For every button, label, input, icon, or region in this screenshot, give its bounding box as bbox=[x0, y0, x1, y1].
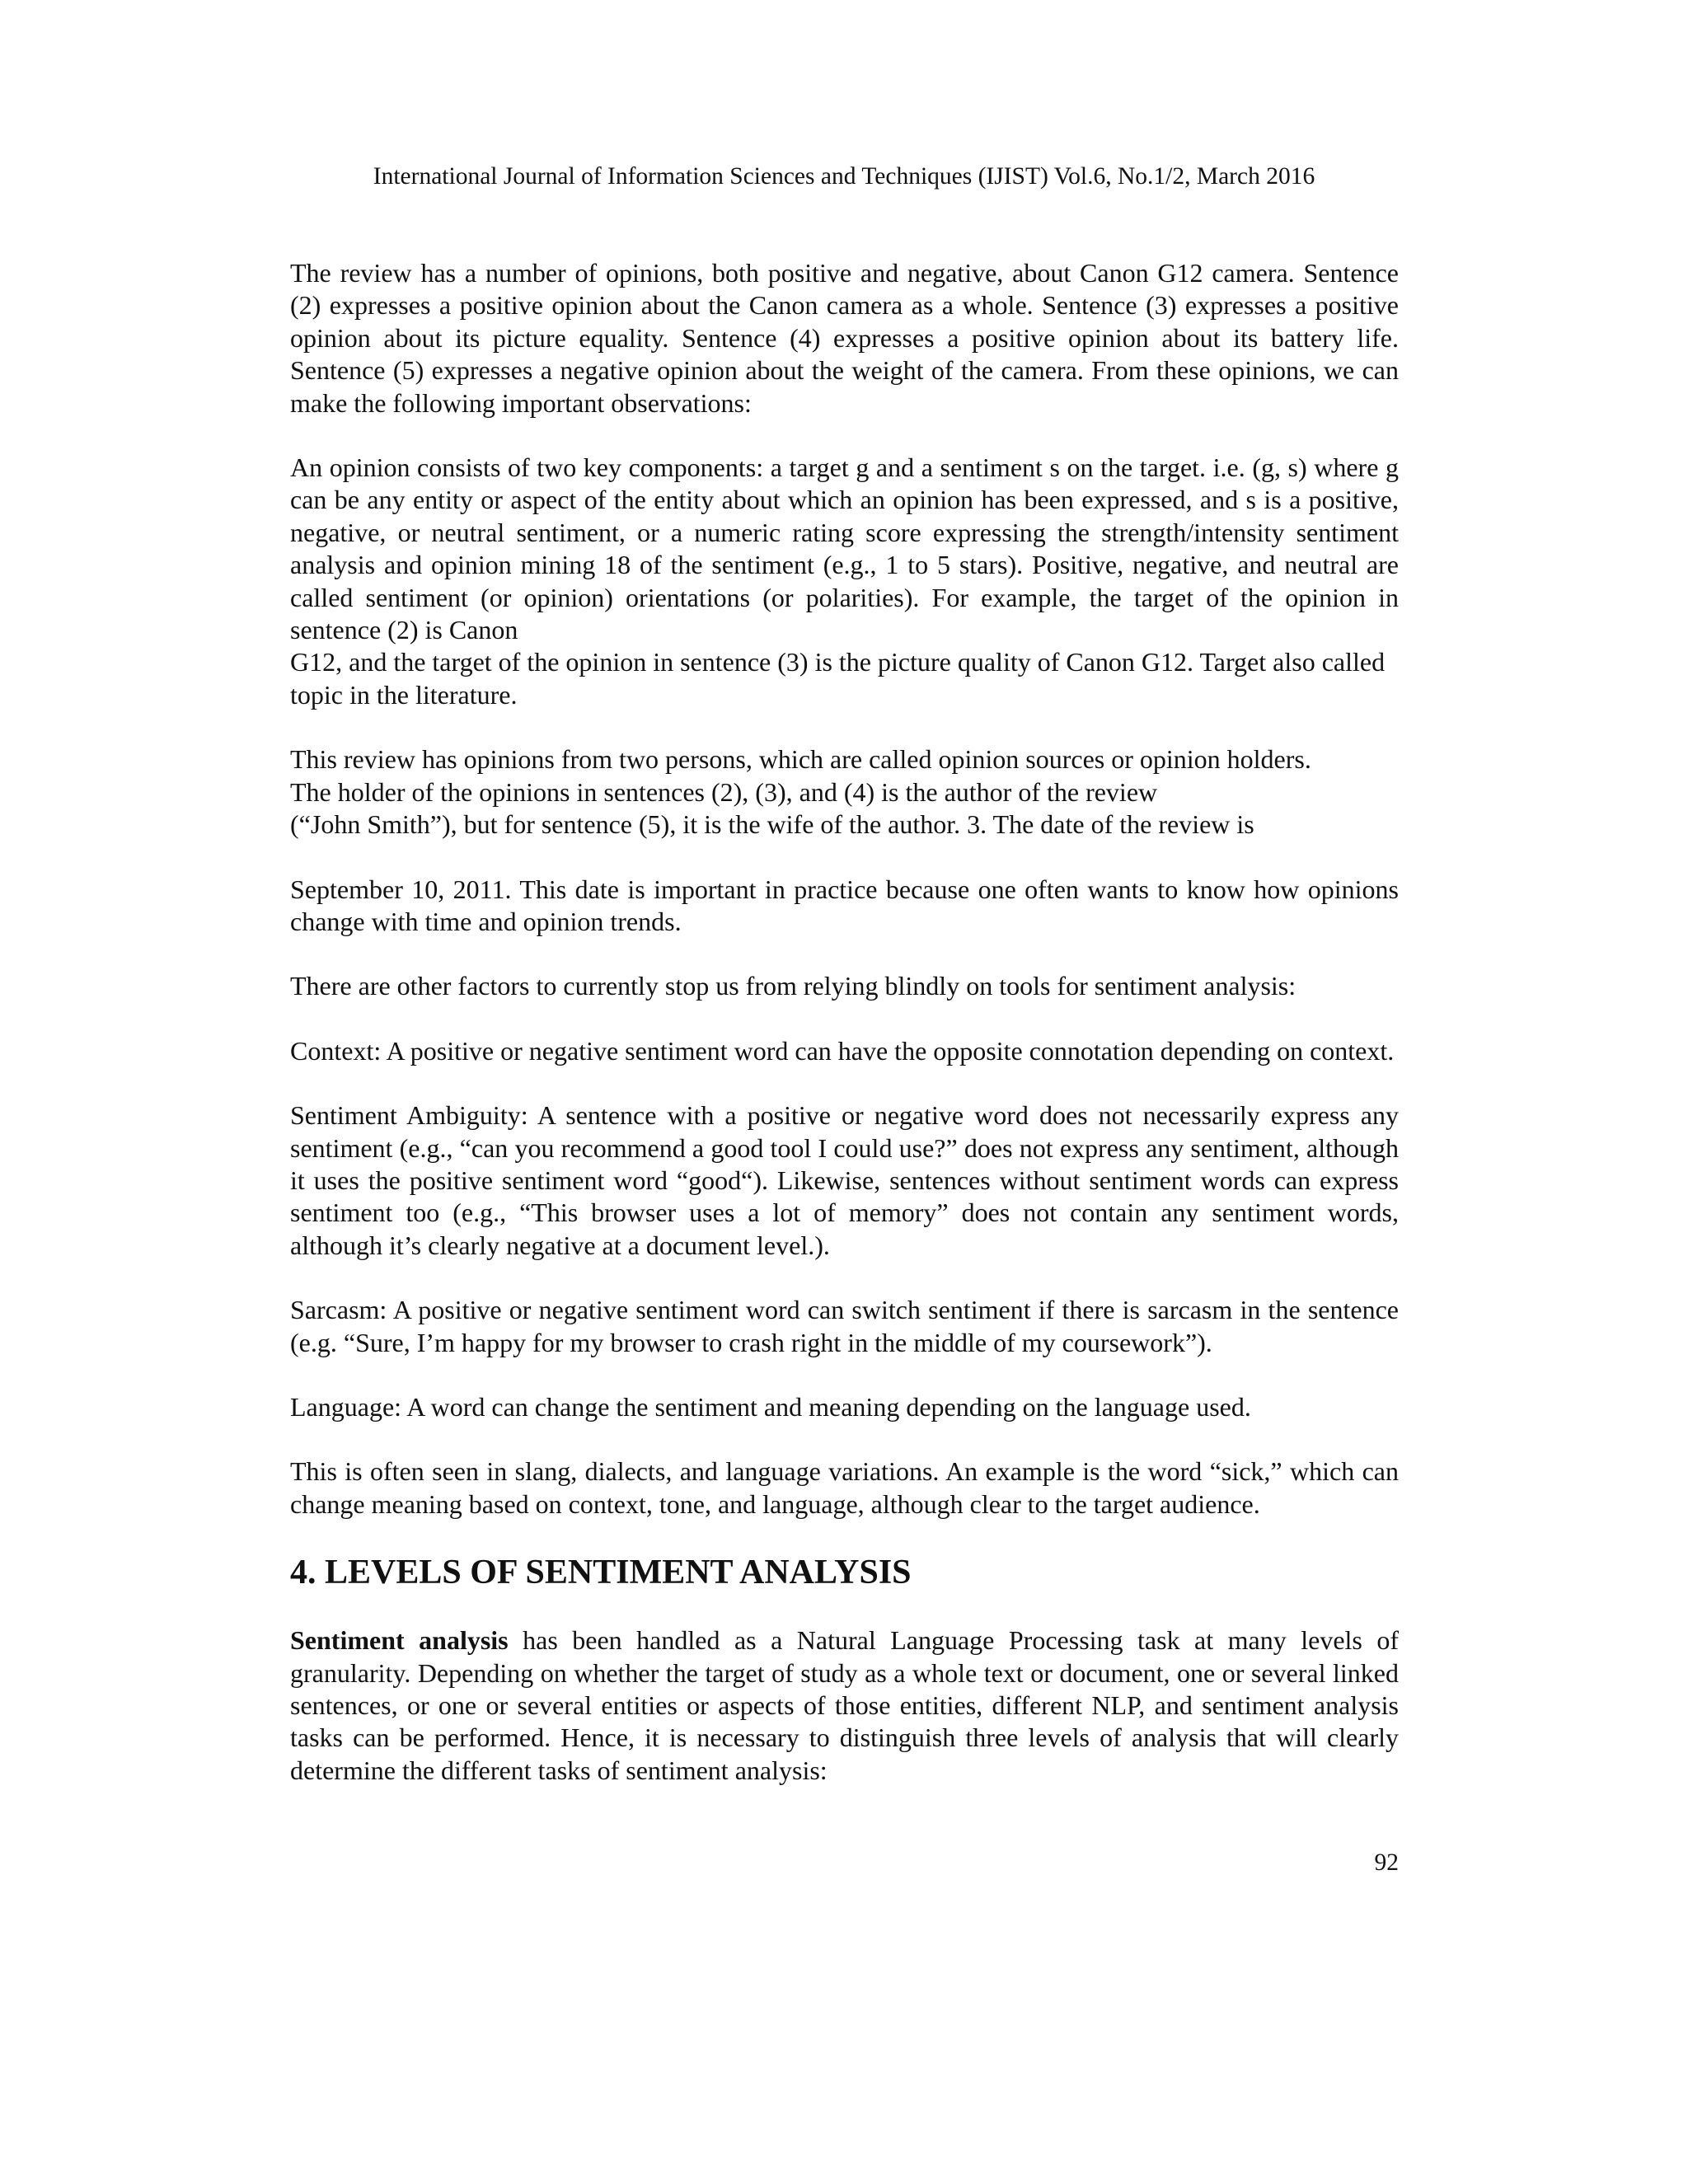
paragraph-language: Language: A word can change the sentiment and meaning depending on the language used. bbox=[290, 1391, 1251, 1422]
paragraph-other-factors: There are other factors to currently stop us from relying blindly on tools for sentiment analysis: bbox=[290, 971, 1296, 1001]
text-line: (“John Smith”), but for sentence (5), it is the wife of the author. 3. The date of the review is bbox=[290, 809, 1254, 840]
paragraph-sentiment-ambiguity: Sentiment Ambiguity: A sentence with a positive or negative word does not necessarily express any sentiment (e.g., “can you recommend a good tool I could use?” does not express any sentiment, although it uses the positive sentiment word “good“). Likewise, sentences without sentiment words can express sentiment too (e.g., “This browser uses a lot of memory” does not contain any sentiment words, although it’s clearly negative at a document level.). bbox=[290, 1100, 1399, 1260]
paragraph-sarcasm: Sarcasm: A positive or negative sentiment word can switch sentiment if there is sarcasm in the sentence (e.g. “Sure, I’m happy for my browser to crash right in the middle of my coursework”). bbox=[290, 1295, 1399, 1357]
bold-term: Sentiment analysis bbox=[290, 1625, 509, 1656]
paragraph-review-date: September 10, 2011. This date is important in practice because one often wants to know how opinions change with time and opinion trends. bbox=[290, 874, 1399, 936]
text-line: This review has opinions from two persons, which are called opinion sources or opinion holders. bbox=[290, 744, 1311, 775]
running-header: International Journal of Information Sciences and Techniques (IJIST) Vol.6, No.1/2, March 2016 bbox=[373, 163, 1315, 190]
paragraph-opinion-target: G12, and the target of the opinion in sentence (3) is the picture quality of Canon G12. Target also called topic in the literature. bbox=[290, 647, 1386, 710]
paragraph-review-opinions: The review has a number of opinions, both positive and negative, about Canon G12 camera. Sentence (2) expresses a positive opinion about the Canon camera as a whole. Sentence (3) expresses a positive opinion about its picture equality. Sentence (4) expresses a positive opinion about its battery life. Sentence (5) expresses a negative opinion about the weight of the camera. From these opinions, we can make the following important observations: bbox=[290, 258, 1399, 418]
text-line: The holder of the opinions in sentences (2), (3), and (4) is the author of the review bbox=[290, 776, 1158, 807]
page-body bbox=[290, 257, 1399, 1787]
paragraph-context: Context: A positive or negative sentiment word can have the opposite connotation depending on context. bbox=[290, 1035, 1395, 1066]
section-heading: 4. LEVELS OF SENTIMENT ANALYSIS bbox=[290, 1554, 912, 1592]
paragraph-levels-intro bbox=[290, 1624, 1399, 1787]
page-number: 92 bbox=[1374, 1849, 1399, 1876]
paragraph-opinion-holders bbox=[290, 743, 1399, 841]
paragraph-opinion-components: An opinion consists of two key components: a target g and a sentiment s on the target. i.e. (g, s) where g can be any entity or aspect of the entity about which an opinion has been expressed, and s is a positive, negative, or neutral sentiment, or a numeric rating score expressing the strength/intensity sentiment analysis and opinion mining 18 of the sentiment (e.g., 1 to 5 stars). Positive, negative, and neutral are called sentiment (or opinion) orientations (or polarities). For example, the target of the opinion in sentence (2) is Canon bbox=[290, 452, 1399, 645]
paragraph-text: has been handled as a Natural Language Processing task at many levels of granularity. Depending on whether the target of study as a whole text or document, one or several linked sentences, or one or several entities or aspects of those entities, different NLP, and sentiment analysis tasks can be performed. Hence, it is necessary to distinguish three levels of analysis that will clearly determine the different tasks of sentiment analysis: bbox=[290, 1625, 1400, 1785]
paragraph-slang: This is often seen in slang, dialects, and language variations. An example is the word “sick,” which can change meaning based on context, tone, and language, although clear to the target audience. bbox=[290, 1456, 1399, 1519]
